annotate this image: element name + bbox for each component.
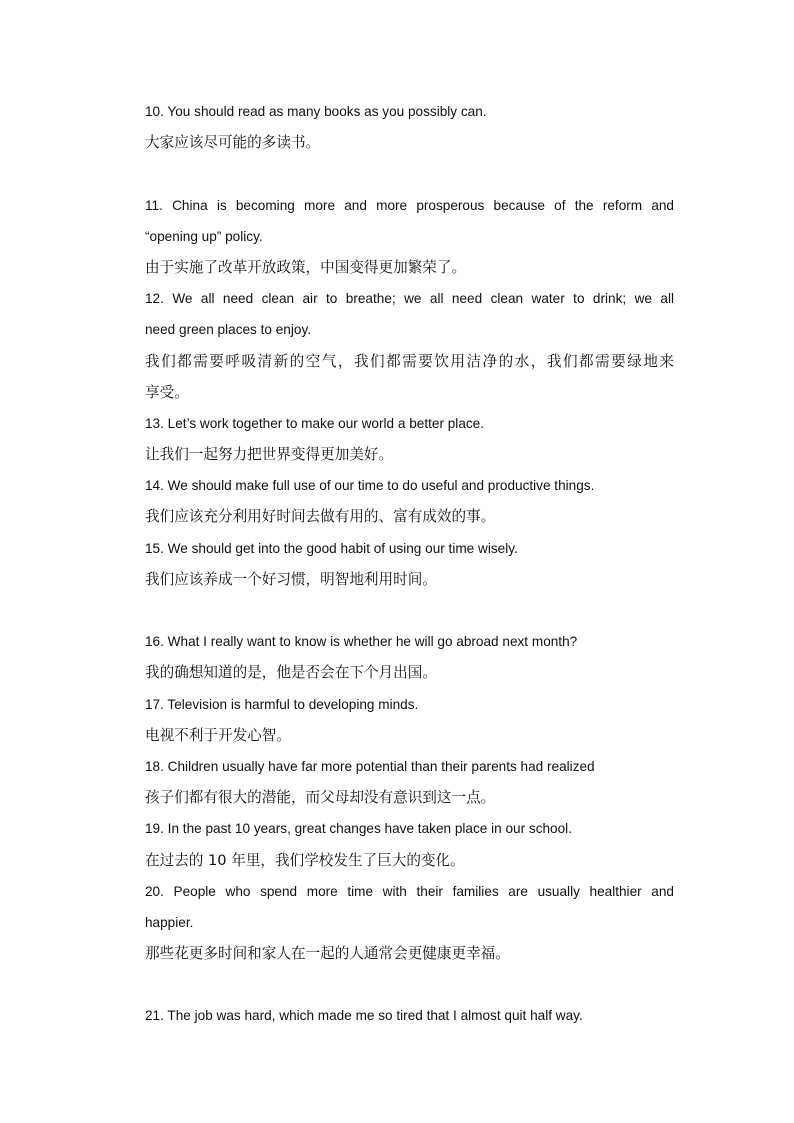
chinese-translation: 让我们一起努力把世界变得更加美好。	[145, 446, 394, 464]
chinese-translation: 我们应该充分利用好时间去做有用的、富有成效的事。	[145, 508, 496, 526]
english-sentence: 10. You should read as many books as you possibly can.	[145, 104, 487, 119]
paragraph-gap	[145, 595, 674, 626]
chinese-translation: 我们都需要呼吸清新的空气，我们都需要饮用洁净的水，我们都需要绿地来	[145, 352, 674, 370]
english-sentence-continued: happier.	[145, 914, 194, 930]
english-sentence: 20. People who spend more time with their families are usually healthier and	[145, 883, 674, 899]
english-sentence: 14. We should make full use of our time to do useful and productive things.	[145, 478, 595, 494]
english-sentence: 11. China is becoming more and more prosperous because of the reform and	[145, 197, 674, 213]
paragraph-gap	[145, 158, 674, 189]
chinese-translation: 那些花更多时间和家人在一起的人通常会更健康更幸福。	[145, 945, 510, 963]
english-sentence: 18. Children usually have far more potential than their parents had realized	[145, 758, 595, 774]
sentence-list	[145, 96, 674, 1032]
chinese-translation: 大家应该尽可能的多读书。	[145, 134, 321, 152]
english-sentence-continued: “opening up” policy.	[145, 228, 263, 244]
english-sentence: 12. We all need clean air to breathe; we all need clean water to drink; we all	[145, 291, 674, 307]
english-sentence: 17. Television is harmful to developing minds.	[145, 696, 419, 712]
english-sentence-continued: need green places to enjoy.	[145, 322, 312, 338]
chinese-translation: 孩子们都有很大的潜能，而父母却没有意识到这一点。	[145, 789, 496, 807]
paragraph-gap	[145, 969, 674, 1000]
chinese-translation: 电视不利于开发心智。	[145, 726, 291, 744]
english-sentence: 13. Let’s work together to make our world a better place.	[145, 415, 485, 431]
english-sentence: 16. What I really want to know is whether he will go abroad next month?	[145, 634, 578, 650]
chinese-translation: 我们应该养成一个好习惯，明智地利用时间。	[145, 570, 437, 588]
english-sentence: 21. The job was hard, which made me so tired that I almost quit half way.	[145, 1008, 583, 1024]
chinese-translation: 由于实施了改革开放政策，中国变得更加繁荣了。	[145, 258, 467, 276]
english-sentence: 15. We should get into the good habit of using our time wisely.	[145, 540, 518, 556]
chinese-translation: 我的确想知道的是，他是否会在下个月出国。	[145, 664, 437, 682]
chinese-translation-continued: 享受。	[145, 383, 189, 401]
english-sentence: 19. In the past 10 years, great changes have taken place in our school.	[145, 821, 572, 837]
chinese-translation: 在过去的 10 年里，我们学校发生了巨大的变化。	[145, 851, 465, 869]
